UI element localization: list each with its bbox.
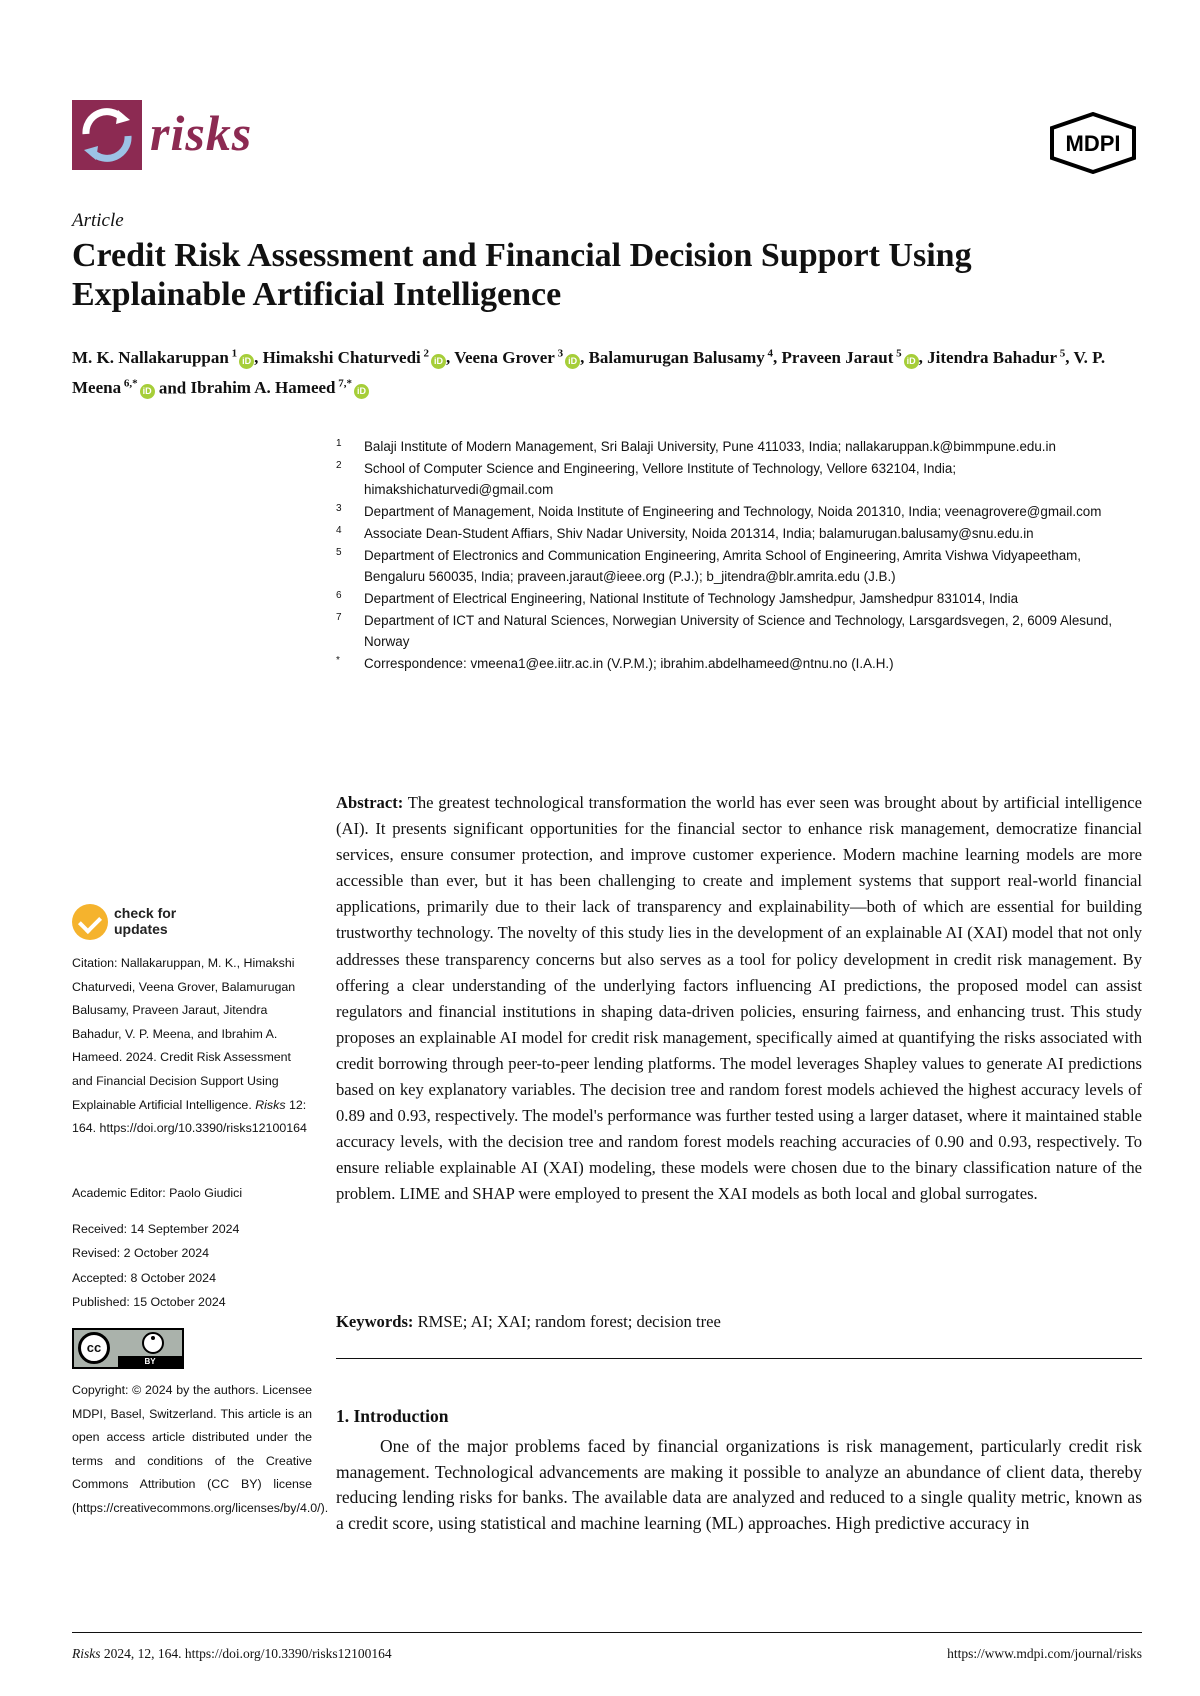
affiliation-number: * [336,655,340,667]
footer-journal-url[interactable]: https://www.mdpi.com/journal/risks [947,1646,1142,1661]
check-updates-line1: check for [114,905,177,921]
affiliation-number: 5 [336,546,342,558]
author [72,348,254,367]
affiliation-text: Department of Management, Noida Institute of Engineering and Technology, Noida 201310, India; veenagrovere@gmail.com [364,504,1102,520]
affiliation-item [336,610,1142,653]
orcid-icon[interactable]: iD [354,384,369,399]
author-list: M. K. Nallakaruppan $^1$iD , Himakshi Chaturvedi $^2$iD , Veena Grover $^3$iD , Balamurugan Balusamy $^4$, Praveen Jaraut $^5$iD , Jitendra Bahadur $^5$, V. P. Meena $^{6,*}$iD and Ibrahim A. Hameed $^{7,*}$iD [72,347,1106,398]
license-by-label: BY [118,1356,182,1367]
orcid-icon[interactable]: iD [140,384,155,399]
affiliation-item [336,588,1142,610]
introduction-paragraph: One of the major problems faced by financial organizations is risk management, particularly credit risk management. Technological advancements are making it possible to analyze an abundance of client data, thereby reducing lending risks for banks. The available data are analyzed and reduced to a single quality metric, known as a credit score, using statistical and machine learning (ML) approaches. High predictive accuracy in [336,1436,1142,1533]
author-name: Himakshi Chaturvedi [262,347,421,367]
affiliation-text: Correspondence: vmeena1@ee.iitr.ac.in (V.P.M.); ibrahim.abdelhameed@ntnu.no (I.A.H.) [364,656,894,672]
affiliation-number: 1 [336,438,342,449]
publisher-name: MDPI [1065,131,1121,156]
author [782,348,919,367]
affiliation-text: Associate Dean-Student Affiars, Shiv Nadar University, Noida 201314, India; balamurugan.balusamy@snu.edu.in [364,525,1034,541]
author [927,348,1065,367]
check-updates-line2: updates [114,921,168,937]
author-affiliation-number: 2 [420,347,430,359]
check-for-updates-badge[interactable] [72,904,212,944]
section-divider [336,1358,1142,1359]
keywords [336,1312,1142,1332]
author-affiliation-number: 6,* [121,377,138,390]
journal-name: risks [150,105,253,161]
abstract [336,790,1142,1208]
abstract-label: Abstract: [336,793,404,812]
author-affiliation-number: 1 [228,347,238,359]
author [454,348,580,367]
citation-doi[interactable]: 12: 164. https://doi.org/10.3390/risks12100164 [72,1097,307,1136]
author-affiliation-number: 5 [1057,347,1066,359]
footer-journal: Risks [72,1646,101,1661]
author-affiliation-number: 7,* [335,377,352,390]
copyright-notice: Copyright: © 2024 by the authors. Licensee MDPI, Basel, Switzerland. This article is an open access article distributed under the terms and conditions of the Creative Commons Attribution (CC BY) license (https://creativecommons.org/licenses/by/4.0/). [72,1383,329,1515]
affiliation-item [336,436,1142,458]
article-type: Article [72,210,124,231]
affiliation-item [336,501,1142,523]
citation-journal: Risks [255,1097,286,1112]
author-name: Jitendra Bahadur [927,347,1058,367]
attribution-person-icon [142,1332,164,1354]
affiliation-text: Department of Electrical Engineering, National Institute of Technology Jamshedpur, Jamshedpur 831014, India [364,590,1019,606]
creative-commons-icon: cc [78,1332,110,1364]
affiliation-number: 6 [336,589,342,601]
author-name: V. P. Meena [72,347,1106,398]
checkmark-icon [72,904,108,940]
affiliation-number: 3 [336,503,342,515]
author [589,348,773,367]
affiliation-number: 2 [336,459,342,471]
affiliation-item [336,653,1142,675]
author-name: Balamurugan Balusamy [588,347,765,367]
affiliations [336,436,1142,675]
affiliation-number: 7 [336,611,342,623]
footer-citation-text[interactable]: 2024, 12, 164. https://doi.org/10.3390/risks12100164 [103,1646,392,1661]
author-affiliation-number: 4 [764,347,774,359]
affiliation-text: Balaji Institute of Modern Management, Sri Balaji University, Pune 411033, India; nallakaruppan.k@bimmpune.edu.in [364,439,1056,454]
cc-by-license-badge[interactable] [72,1328,184,1369]
author-name: Praveen Jaraut [781,347,894,367]
abstract-text: The greatest technological transformation the world has ever seen was brought about by artificial intelligence (AI). It presents significant opportunities for the financial sector to enhance risk management, democratize financial services, ensure consumer protection, and improve customer experience. Modern machine learning models are more accessible than ever, but it has been challenging to create and implement systems that support real-world financial applications, primarily due to their lack of transparency and explainability—both of which are essential for building trustworthy technology. The novelty of this study lies in the development of an explainable AI (XAI) model that not only addresses these transparency concerns but also serves as a tool for policy development in credit risk management. By offering a clear understanding of the underlying factors influencing AI predictions, the proposed model can assist regulators and financial institutions in shaping data-driven policies, ensuring fairness, and enhancing trust. This study proposes an explainable AI model for credit risk management, specifically aimed at quantifying the risks associated with credit borrowing through peer-to-peer lending platforms. The model leverages Shapley values to generate AI predictions based on key explanatory variables. The decision tree and random forest models achieved the highest accuracy levels of 0.89 and 0.93, respectively. The model's performance was further tested using a larger dataset, where it maintained stable accuracy levels, with the decision tree and random forest models reaching accuracies of 0.90 and 0.93, respectively. To ensure reliable explainable AI (XAI) modeling, these models were chosen due to the binary classification nature of the problem. LIME and SHAP were employed to present the XAI models as both local and global surrogates. [336,793,1142,1204]
author-name: Ibrahim A. Hameed [190,378,336,398]
mdpi-logo [1048,112,1138,174]
author-affiliation-number: 3 [554,347,564,359]
affiliation-item [336,545,1142,588]
author-name: Veena Grover [454,347,555,367]
orcid-icon[interactable]: iD [565,354,580,369]
affiliation-text: Department of Electronics and Communication Engineering, Amrita School of Engineering, Amrita Vishwa Vidyapeetham, Bengaluru 560035, India; praveen.jaraut@ieee.org (P.J.); b_jitendra@blr.amrita.edu (J.B.) [364,547,1082,585]
author-name: M. K. Nallakaruppan [72,347,229,367]
author-affiliation-number: 5 [893,347,902,359]
affiliation-item [336,458,1142,501]
citation-label: Citation: [72,956,118,970]
paper-title: Credit Risk Assessment and Financial Decision Support Using Explainable Artificial Intelligence [72,237,972,313]
affiliation-text: Department of ICT and Natural Sciences, Norwegian University of Science and Technology, Larsgardsvegen, 2, 6009 Alesund, Norway [364,612,1113,650]
footer-citation [72,1646,392,1662]
footer-divider [72,1632,1142,1633]
author [191,378,369,397]
keywords-label: Keywords: [336,1312,414,1331]
keywords-text: RMSE; AI; XAI; random forest; decision tree [417,1312,721,1331]
orcid-icon[interactable]: iD [904,354,919,369]
citation-text: Nallakaruppan, M. K., Himakshi Chaturvedi, Veena Grover, Balamurugan Balusamy, Praveen Jaraut, Jitendra Bahadur, V. P. Meena, and Ibrahim A. Hameed. 2024. Credit Risk Assessment and Financial Decision Support Using Explainable Artificial Intelligence. [72,956,296,1112]
publication-dates [72,1217,312,1315]
orcid-icon[interactable]: iD [239,354,254,369]
affiliation-number: 4 [336,524,342,536]
date-received: Received: 14 September 2024 [72,1222,240,1236]
affiliation-item [336,523,1142,545]
citation-block [72,952,312,1141]
date-published: Published: 15 October 2024 [72,1295,226,1310]
affiliation-text: School of Computer Science and Engineering, Vellore Institute of Technology, Vellore 632104, India; himakshichaturvedi@gmail.com [364,460,957,498]
author [263,348,446,367]
date-accepted: Accepted: 8 October 2024 [72,1270,216,1285]
journal-logo-swirl-icon [72,100,142,170]
date-revised: Revised: 2 October 2024 [72,1246,210,1261]
academic-editor: Academic Editor: Paolo Giudici [72,1186,243,1200]
section-heading-introduction: 1. Introduction [336,1406,449,1426]
journal-logo [72,100,142,170]
orcid-icon[interactable]: iD [431,354,446,369]
